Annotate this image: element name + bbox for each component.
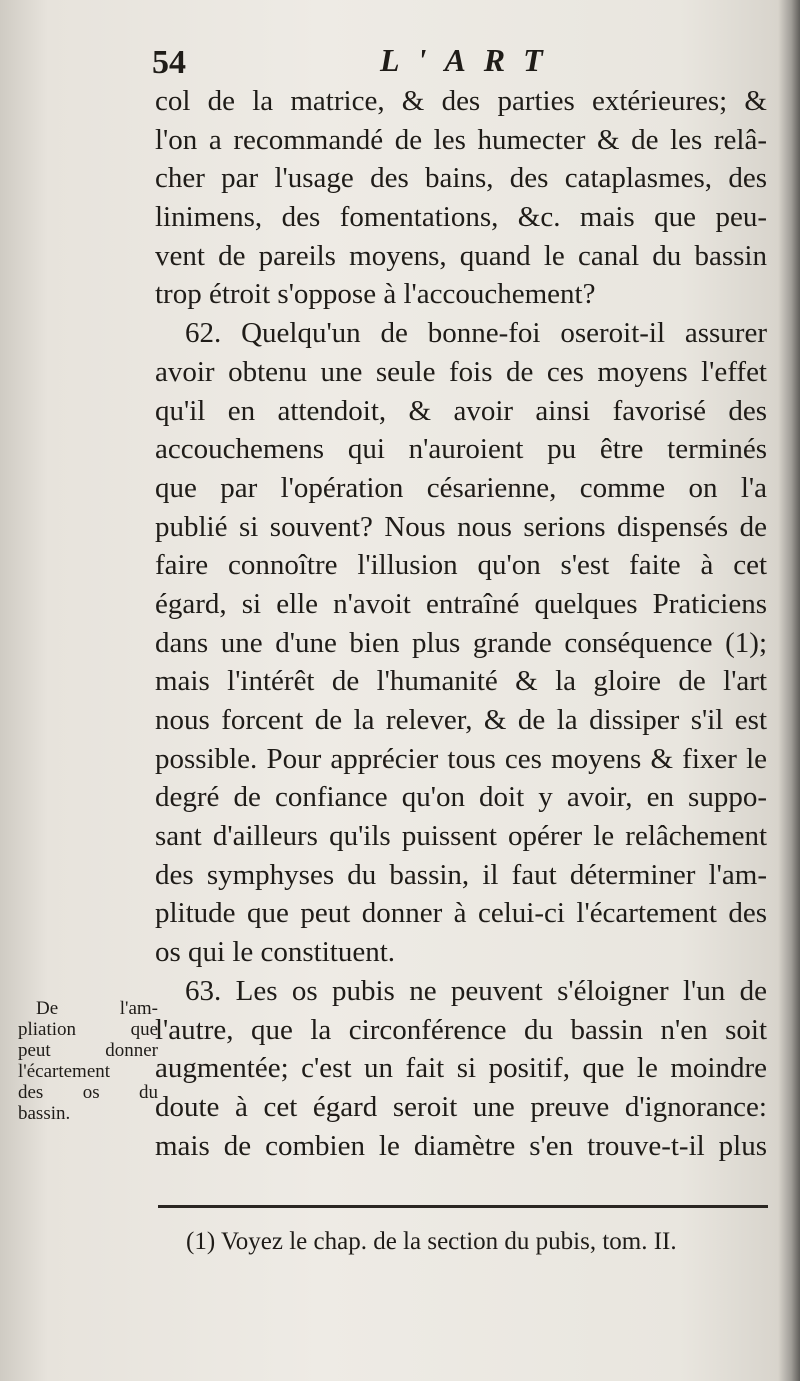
text-line: mais l'intérêt de l'humanité & la gloire de l'art [155,665,767,698]
text-line: cher par l'usage des bains, des cataplasmes, des [155,162,767,195]
footnote: (1) Voyez le chap. de la section du pubis, tom. II. [186,1228,677,1255]
text-line: l'autre, que la circonférence du bassin n'en soit [155,1013,767,1046]
text-line: faire connoître l'illusion qu'on s'est faite à cet [155,549,767,582]
text-line: linimens, des fomentations, &c. mais que peu- [155,201,767,234]
text-line: avoir obtenu une seule fois de ces moyens l'effet [155,355,767,388]
margin-note-line: bassin. [18,1103,71,1124]
page-header [150,30,770,90]
margin-note-line: peut donner [18,1040,158,1061]
text-line: que par l'opération césarienne, comme on l'a [155,471,767,504]
text-line: mais de combien le diamètre s'en trouve-t-il plus [155,1129,767,1162]
text-line: possible. Pour apprécier tous ces moyens & fixer le [155,742,767,775]
text-line: publié si souvent? Nous nous serions dispensés de [155,510,767,543]
text-line: des symphyses du bassin, il faut déterminer l'am- [155,858,767,891]
text-line: os qui le constituent. [155,936,396,969]
text-line: 63. Les os pubis ne peuvent s'éloigner l'un de [185,974,767,1007]
text-line: trop étroit s'oppose à l'accouchement? [155,278,596,311]
margin-note-line: des os du [18,1082,158,1103]
page-gutter-shadow [778,0,800,1381]
text-line: dans une d'une bien plus grande conséquence (1); [155,626,767,659]
footnote-rule [158,1205,768,1208]
text-line: augmentée; c'est un fait si positif, que le moindre [155,1052,767,1085]
text-line: l'on a recommandé de les humecter & de les relâ- [155,123,767,156]
text-line: plitude que peut donner à celui-ci l'écartement des [155,897,767,930]
text-line: sant d'ailleurs qu'ils puissent opérer le relâchement [155,820,767,853]
body-text [155,82,767,1165]
text-line: 62. Quelqu'un de bonne-foi oseroit-il assurer [185,317,767,350]
margin-note-line: l'écartement [18,1061,111,1082]
text-line: accouchemens qui n'auroient pu être terminés [155,433,767,466]
text-line: col de la matrice, & des parties extérieures; & [155,85,767,117]
text-line: vent de pareils moyens, quand le canal du bassin [155,239,767,272]
text-line: égard, si elle n'avoit entraîné quelques Praticiens [155,587,767,620]
running-title: L'ART [380,42,561,78]
page-number: 54 [152,44,186,81]
margin-note-line: De l'am- [36,998,158,1019]
margin-note-line: pliation que [18,1019,158,1040]
text-line: degré de confiance qu'on doit y avoir, en suppo- [155,781,767,814]
text-line: qu'il en attendoit, & avoir ainsi favorisé des [155,394,767,427]
text-line: doute à cet égard seroit une preuve d'ignorance: [155,1090,767,1123]
margin-note [18,998,158,1124]
text-line: nous forcent de la relever, & de la dissiper s'il est [155,704,767,736]
